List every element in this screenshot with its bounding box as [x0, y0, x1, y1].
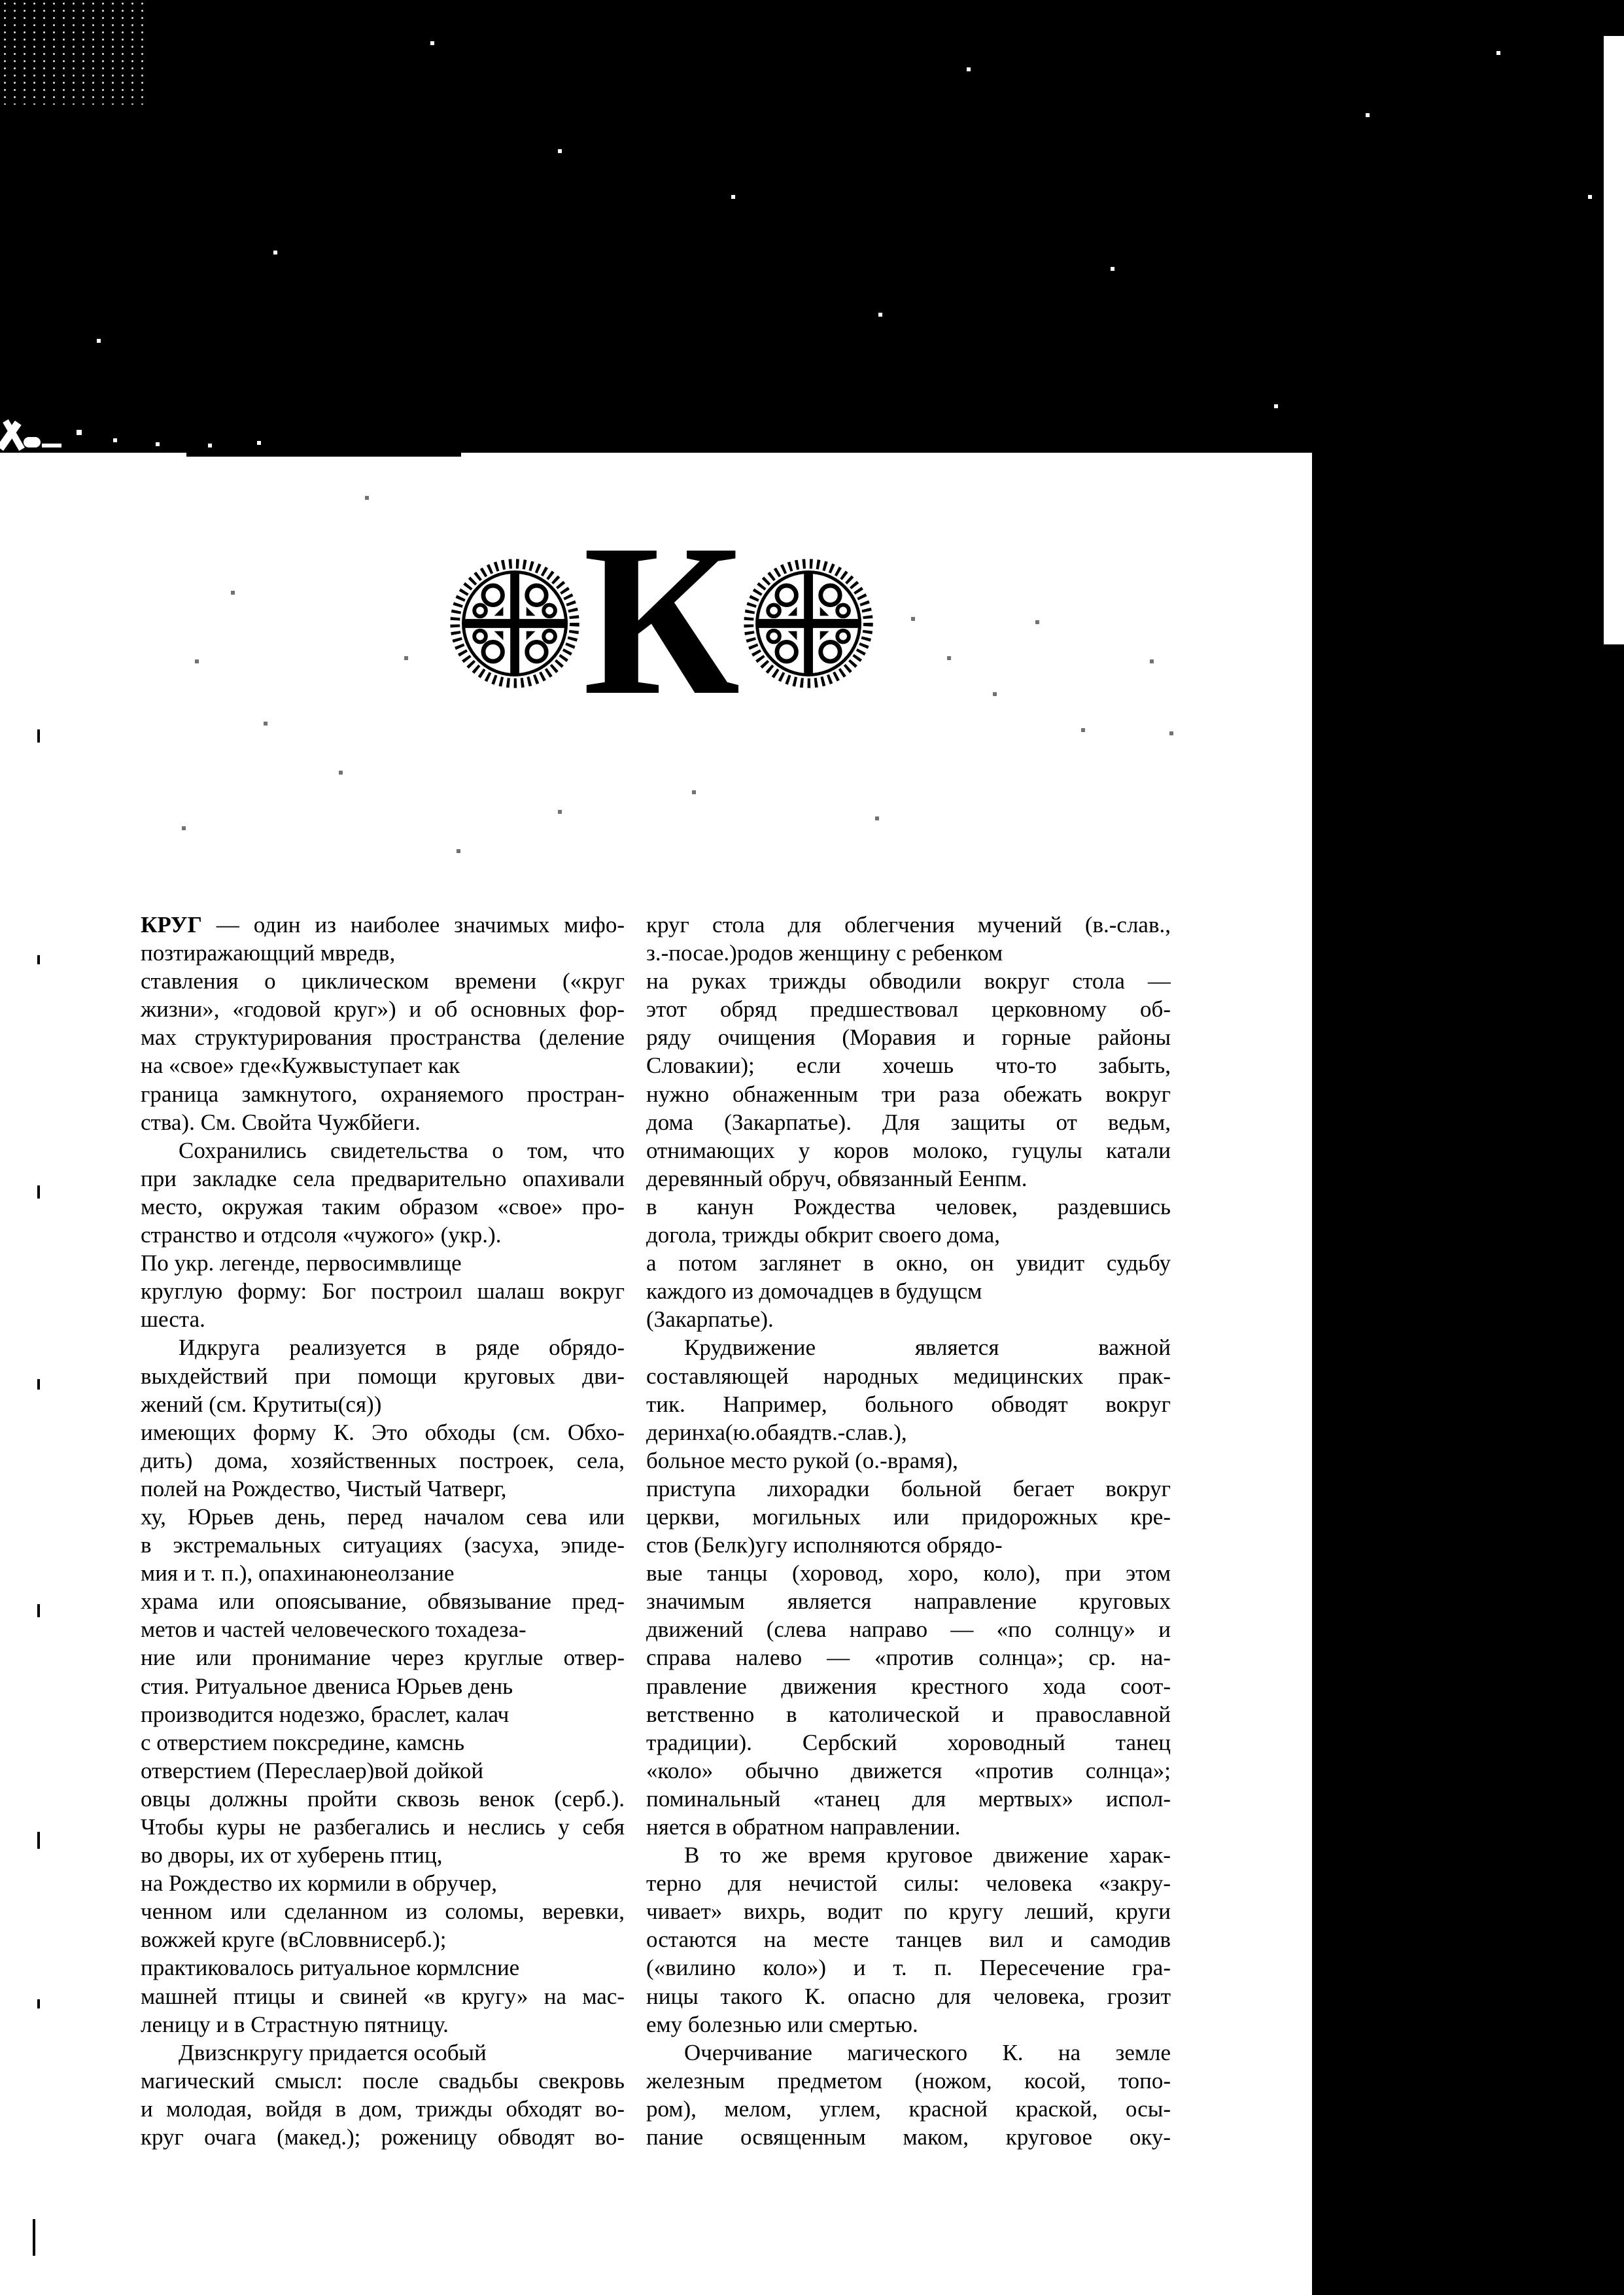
- rosette-ornament-icon: [740, 555, 876, 692]
- text-line: Словакии); если хочешь что-то забыть,: [646, 1053, 1171, 1079]
- text-line: приступа лихорадки больной бегает вокруг: [646, 1475, 1171, 1501]
- text-line: этот обряд предшествовал церковному об-: [646, 996, 1171, 1023]
- text-line: и молодая, войдя в дом, трижды обходят во-: [141, 2095, 625, 2122]
- text-line: Идкруга реализуется в ряде обрядо-: [179, 1335, 625, 1361]
- text-line: пание освященным маком, круговое оку-: [646, 2124, 1171, 2150]
- chapter-letter: К: [583, 499, 740, 740]
- scan-margin-tick: [37, 1379, 40, 1390]
- text-line: круг стола для облегчения мучений (в.-слав.,: [646, 912, 1171, 937]
- scan-band-edge-line: [186, 453, 461, 457]
- text-line: стия. Ритуальное двениса Юрьев день: [141, 1673, 513, 1699]
- text-line: шеста.: [141, 1306, 205, 1333]
- text-line: на Рождество их кормили в обручер,: [141, 1870, 498, 1897]
- text-line: место, окружая таким образом «свое» про-: [141, 1193, 625, 1219]
- text-line: граница замкнутого, охраняемого простран-: [141, 1081, 625, 1107]
- scan-margin-tick: [37, 955, 40, 964]
- text-line: отверстием (Переслаер)вой дойкой: [141, 1757, 484, 1783]
- text-line: железным предметом (ножом, косой, топо-: [646, 2067, 1171, 2094]
- text-line: тик. Например, больного обводят вокруг: [646, 1391, 1171, 1417]
- text-line: машней птицы и свиней «в кругу» на мас-: [141, 1983, 625, 2009]
- text-line: метов и частей человеческого тохадеза-: [141, 1617, 527, 1643]
- text-line: ветственно в католической и православной: [646, 1701, 1171, 1727]
- text-column-right: [646, 911, 1171, 2151]
- text-line: больное место рукой (о.-врамя),: [646, 1447, 958, 1473]
- scan-tear-mark: [1, 417, 63, 453]
- text-line: практиковалось ритуальное кормлсние: [141, 1955, 520, 1981]
- text-line: магический смысл: после свадьбы свекровь: [141, 2067, 625, 2094]
- text-line: круглую форму: Бог построил шалаш вокруг: [141, 1278, 625, 1305]
- text-line: По укр. легенде, первосимвлище: [141, 1250, 462, 1276]
- text-line: с отверстием поксредине, камснь: [141, 1729, 465, 1755]
- text-line: овцы должны пройти сквозь венок (серб.).: [141, 1785, 625, 1812]
- text-line: традиции). Сербский хороводный танец: [646, 1729, 1171, 1755]
- text-column-left: [141, 911, 625, 2151]
- text-line: странство и отдсоля «чужого» (укр.).: [141, 1222, 502, 1248]
- scan-black-specks: [0, 0, 1, 1]
- text-line: догола, трижды обкрит своего дома,: [646, 1222, 1000, 1248]
- text-line: ром), мелом, углем, красной краской, осы-: [646, 2095, 1171, 2122]
- text-line: ницы такого К. опасно для человека, грозит: [646, 1983, 1171, 2009]
- text-line: а потом заглянет в окно, он увидит судьбу: [646, 1250, 1171, 1276]
- text-line: движений (слева направо — «по солнцу» и: [646, 1617, 1171, 1643]
- text-line: ему болезнью или смертью.: [646, 2011, 918, 2037]
- scan-noise-topleft: [0, 0, 150, 105]
- text-line: ства). См. Свойта Чужбйеги.: [141, 1109, 421, 1135]
- text-line: деринха(ю.обаядтв.-слав.),: [646, 1419, 907, 1445]
- text-line: ряду очищения (Моравия и горные районы: [646, 1025, 1171, 1051]
- text-line: мия и т. п.), опахинаюнеолзание: [141, 1560, 455, 1586]
- text-line: в экстремальных ситуациях (засуха, эпиде-: [141, 1532, 625, 1558]
- scan-page-edge-strip: [1604, 36, 1624, 644]
- text-line: церкви, могильных или придорожных кре-: [646, 1503, 1171, 1530]
- text-line: ху, Юрьев день, перед началом сева или: [141, 1503, 625, 1530]
- scan-margin-tick: [37, 1604, 40, 1617]
- text-line: имеющих форму К. Это обходы (см. Обхо-: [141, 1419, 625, 1445]
- text-line: в канун Рождества человек, раздевшись: [646, 1193, 1171, 1219]
- text-line: выхдействий при помощи круговых дви-: [141, 1363, 625, 1389]
- text-line: ченном или сделанном из соломы, веревки,: [141, 1899, 625, 1925]
- text-line: отнимающих у коров молоко, гуцулы катали: [646, 1137, 1171, 1163]
- text-line: на руках трижды обводили вокруг стола —: [646, 968, 1171, 994]
- scan-margin-tick: [37, 1832, 40, 1849]
- text-line: полей на Рождество, Чистый Чатверг,: [141, 1475, 507, 1501]
- text-line: вые танцы (хоровод, хоро, коло), при этом: [646, 1560, 1171, 1586]
- text-line: Очерчивание магического К. на земле: [684, 2039, 1171, 2065]
- text-line: Крудвижение является важной: [684, 1335, 1171, 1361]
- text-line: круг очага (макед.); роженицу обводят во-: [141, 2124, 625, 2150]
- text-line: няется в обратном направлении.: [646, 1814, 961, 1840]
- text-line: значимым является направление круговых: [646, 1588, 1171, 1615]
- text-line: КРУГ — один из наиболее значимых мифо-: [141, 912, 625, 937]
- text-line: храма или опоясывание, обвязывание пред-: [141, 1588, 625, 1615]
- text-line: справа налево — «против солнца»; ср. на-: [646, 1645, 1171, 1671]
- text-line: стов (Белк)угу исполняются обрядо-: [646, 1532, 1003, 1558]
- text-line: Сохранились свидетельства о том, что: [179, 1137, 625, 1163]
- text-line: чивает» вихрь, водит по кругу леший, круги: [646, 1899, 1171, 1925]
- text-line: Чтобы куры не разбегались и неслись у себя: [141, 1814, 625, 1840]
- scan-black-bar-right: [1312, 0, 1624, 2295]
- text-line: Двизснкругу придается особый: [179, 2039, 487, 2065]
- text-line: вожжей круге (вСловвнисерб.);: [141, 1927, 447, 1953]
- text-line: з.-посае.)родов женщину с ребенком: [646, 940, 1003, 966]
- text-line: жений (см. Крутиты(ся)): [141, 1391, 382, 1417]
- text-line: дома (Закарпатье). Для защиты от ведьм,: [646, 1109, 1171, 1135]
- text-line: (Закарпатье).: [646, 1306, 774, 1333]
- rosette-ornament-icon: [447, 555, 583, 692]
- text-line: остаются на месте танцев вил и самодив: [646, 1927, 1171, 1953]
- text-line: позтиражающций мвредв,: [141, 940, 396, 966]
- text-line: В то же время круговое движение харак-: [684, 1842, 1171, 1868]
- scan-margin-tick: [37, 729, 40, 743]
- text-line: правление движения крестного хода соот-: [646, 1673, 1171, 1699]
- text-line: во дворы, их от хуберень птиц,: [141, 1842, 443, 1868]
- text-line: деревянный обруч, обвязанный Еенпм.: [646, 1165, 1028, 1191]
- text-line: составляющей народных медицинских прак-: [646, 1363, 1171, 1389]
- text-line: при закладке села предварительно опахивали: [141, 1165, 625, 1191]
- text-line: поминальный «танец для мертвых» испол-: [646, 1785, 1171, 1812]
- text-line: производится нодезжо, браслет, калач: [141, 1701, 510, 1727]
- text-line: дить) дома, хозяйственных построек, села,: [141, 1447, 625, 1473]
- text-line: ставления о циклическом времени («круг: [141, 968, 625, 994]
- chapter-header: [447, 499, 876, 740]
- scan-margin-tick: [37, 1999, 40, 2008]
- text-line: «коло» обычно движется «против солнца»;: [646, 1757, 1171, 1783]
- text-line: мах структурирования пространства (деление: [141, 1025, 625, 1051]
- scan-margin-tick: [37, 1185, 40, 1199]
- text-line: нужно обнаженным три раза обежать вокруг: [646, 1081, 1171, 1107]
- text-line: на «свое» где«Кужвыступает как: [141, 1053, 460, 1079]
- text-line: каждого из домочадцев в будущсм: [646, 1278, 982, 1305]
- text-line: ние или пронимание через круглые отвер-: [141, 1645, 625, 1671]
- text-line: жизни», «годовой круг») и об основных фор-: [141, 996, 625, 1023]
- text-line: леницу и в Страстную пятницу.: [141, 2011, 449, 2037]
- text-line: («вилино коло») и т. п. Пересечение гра-: [646, 1955, 1171, 1981]
- scan-margin-tick: [33, 2219, 35, 2256]
- text-line: терно для нечистой силы: человека «закру-: [646, 1870, 1171, 1897]
